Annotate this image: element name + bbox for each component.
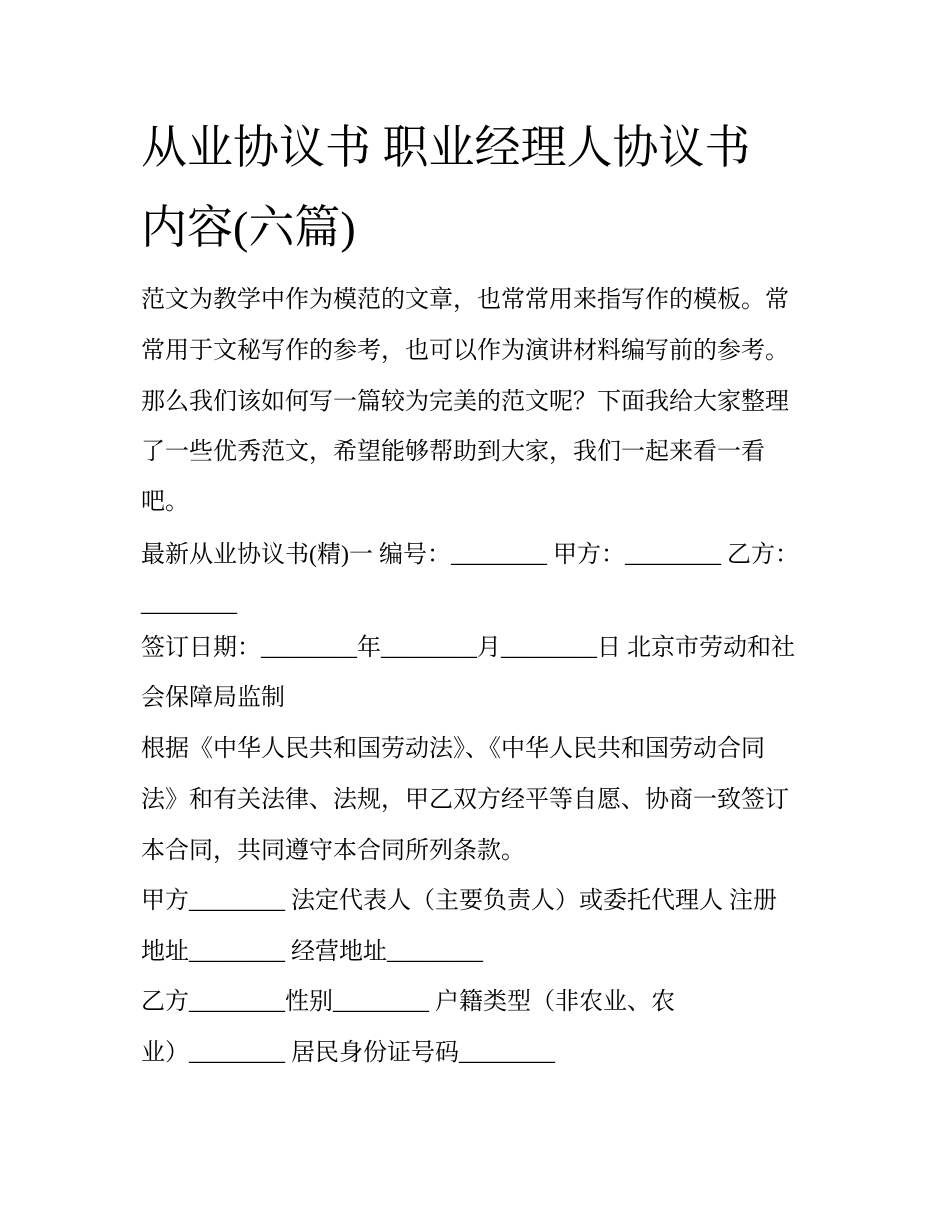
party-b-line-1: 乙方________性别________ 户籍类型（非农业、农: [141, 989, 675, 1015]
intro-line-2: 常用于文秘写作的参考，也可以作为演讲材料编写前的参考。: [141, 338, 789, 364]
preamble-line-1: 根据《中华人民共和国劳动法》、《中华人民共和国劳动合同: [141, 736, 765, 762]
intro-line-3: 那么我们该如何写一篇较为完美的范文呢？下面我给大家整理: [141, 389, 789, 415]
preamble-line-2: 法》和有关法律、法规，甲乙双方经平等自愿、协商一致签订: [141, 787, 789, 813]
sign-date-line: 签订日期：________年________月________日 北京市劳动和社: [141, 635, 795, 661]
supervisor-line: 会保障局监制: [141, 685, 285, 711]
contract-header-blank: ________: [141, 591, 237, 617]
contract-header-line: 最新从业协议书(精)一 编号：________ 甲方：________ 乙方：: [141, 542, 799, 568]
party-a-line-2: 地址________ 经营地址________: [141, 939, 483, 965]
intro-line-1: 范文为教学中作为模范的文章，也常常用来指写作的模板。常: [141, 287, 789, 313]
document-title-line-2: 内容(六篇): [141, 202, 356, 253]
party-b-line-2: 业）________ 居民身份证号码________: [141, 1040, 555, 1066]
intro-line-5: 吧。: [141, 489, 189, 515]
party-a-line-1: 甲方________ 法定代表人（主要负责人）或委托代理人 注册: [141, 888, 777, 914]
intro-line-4: 了一些优秀范文，希望能够帮助到大家，我们一起来看一看: [141, 439, 765, 465]
document-title-line-1: 从业协议书 职业经理人协议书: [141, 122, 751, 173]
preamble-line-3: 本合同，共同遵守本合同所列条款。: [141, 838, 525, 864]
